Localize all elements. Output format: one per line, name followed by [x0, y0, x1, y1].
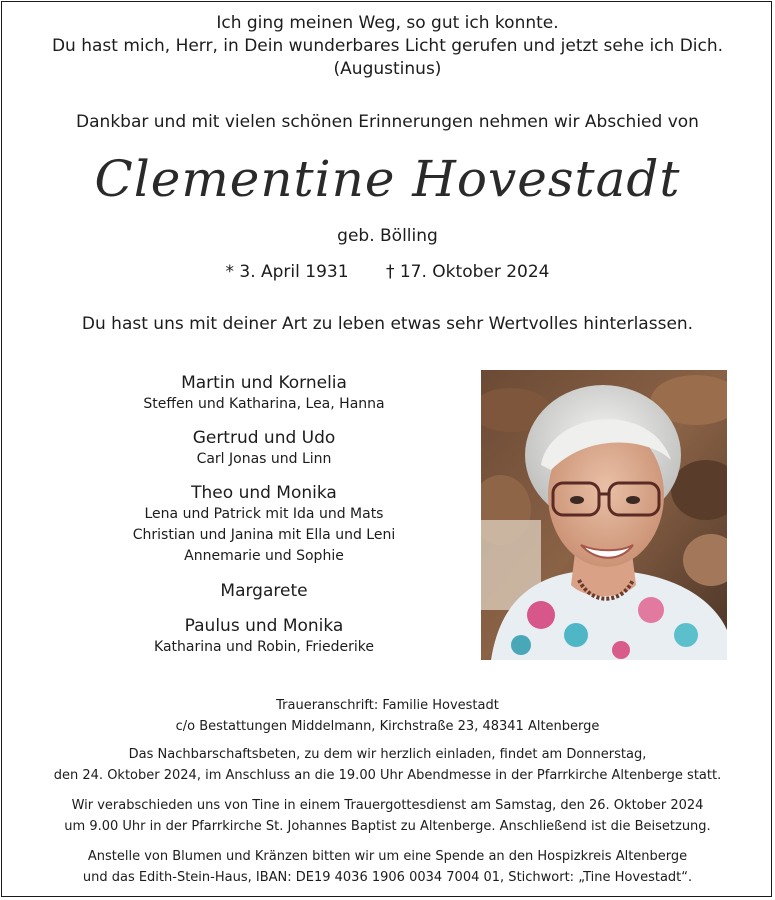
- family-sub: Steffen und Katharina, Lea, Hanna: [143, 396, 385, 412]
- motto-text: Du hast uns mit deiner Art zu leben etwas sehr Wertvolles hinterlassen.: [81, 314, 694, 334]
- address-line-1: Traueranschrift: Familie Hovestadt: [276, 698, 499, 713]
- prayer-line-1: Das Nachbarschaftsbeten, zu dem wir herzlich einladen, findet am Donnerstag,: [128, 747, 647, 762]
- life-dates: [2, 262, 773, 282]
- prayer-line-2: den 24. Oktober 2024, im Anschluss an die 19.00 Uhr Abendmesse in der Pfarrkirche Altenberge statt.: [53, 768, 722, 783]
- obituary-notice: [1, 1, 772, 897]
- service-line-2: um 9.00 Uhr in der Pfarrkirche St. Johannes Baptist zu Altenberge. Anschließend ist die Beisetzung.: [64, 819, 711, 834]
- family-sub: Annemarie und Sophie: [184, 548, 344, 564]
- family-main: Paulus und Monika: [184, 616, 344, 636]
- family-group-5: [64, 615, 464, 658]
- family-sub: Katharina und Robin, Friederike: [154, 639, 374, 655]
- donation-line-2: und das Edith-Stein-Haus, IBAN: DE19 4036 1906 0034 7004 01, Stichwort: „Tine Hovestadt“.: [82, 870, 693, 885]
- family-sub: Lena und Patrick mit Ida und Mats: [144, 506, 384, 522]
- quote-line-2: Du hast mich, Herr, in Dein wunderbares Licht gerufen und jetzt sehe ich Dich.: [51, 36, 724, 56]
- family-group-1: [64, 372, 464, 415]
- family-main: Martin und Kornelia: [181, 373, 347, 393]
- service-line-1: Wir verabschieden uns von Tine in einem Trauergottesdienst am Samstag, den 26. Oktober 2024: [71, 798, 704, 813]
- family-group-2: [64, 427, 464, 470]
- quote-source: (Augustinus): [333, 59, 442, 79]
- family-sub: Christian und Janina mit Ella und Leni: [132, 527, 396, 543]
- address-line-2: c/o Bestattungen Middelmann, Kirchstraße 23, 48341 Altenberge: [175, 719, 600, 734]
- intro-text: Dankbar und mit vielen schönen Erinnerungen nehmen wir Abschied von: [76, 112, 699, 132]
- portrait-photo: [481, 370, 727, 660]
- deceased-name: Clementine Hovestadt: [94, 150, 681, 208]
- birth-date: * 3. April 1931: [225, 262, 349, 282]
- donation-line-1: Anstelle von Blumen und Kränzen bitten wir um eine Spende an den Hospizkreis Altenberge: [87, 849, 688, 864]
- quote-line-1: Ich ging meinen Weg, so gut ich konnte.: [216, 13, 559, 33]
- family-main: Margarete: [220, 581, 308, 601]
- family-group-3: [64, 482, 464, 567]
- maiden-name: geb. Bölling: [337, 226, 438, 246]
- family-main: Gertrud und Udo: [192, 428, 336, 448]
- family-sub: Carl Jonas und Linn: [196, 451, 332, 467]
- family-main: Theo und Monika: [191, 483, 337, 503]
- death-date: † 17. Oktober 2024: [385, 262, 550, 282]
- family-group-4: [64, 580, 464, 602]
